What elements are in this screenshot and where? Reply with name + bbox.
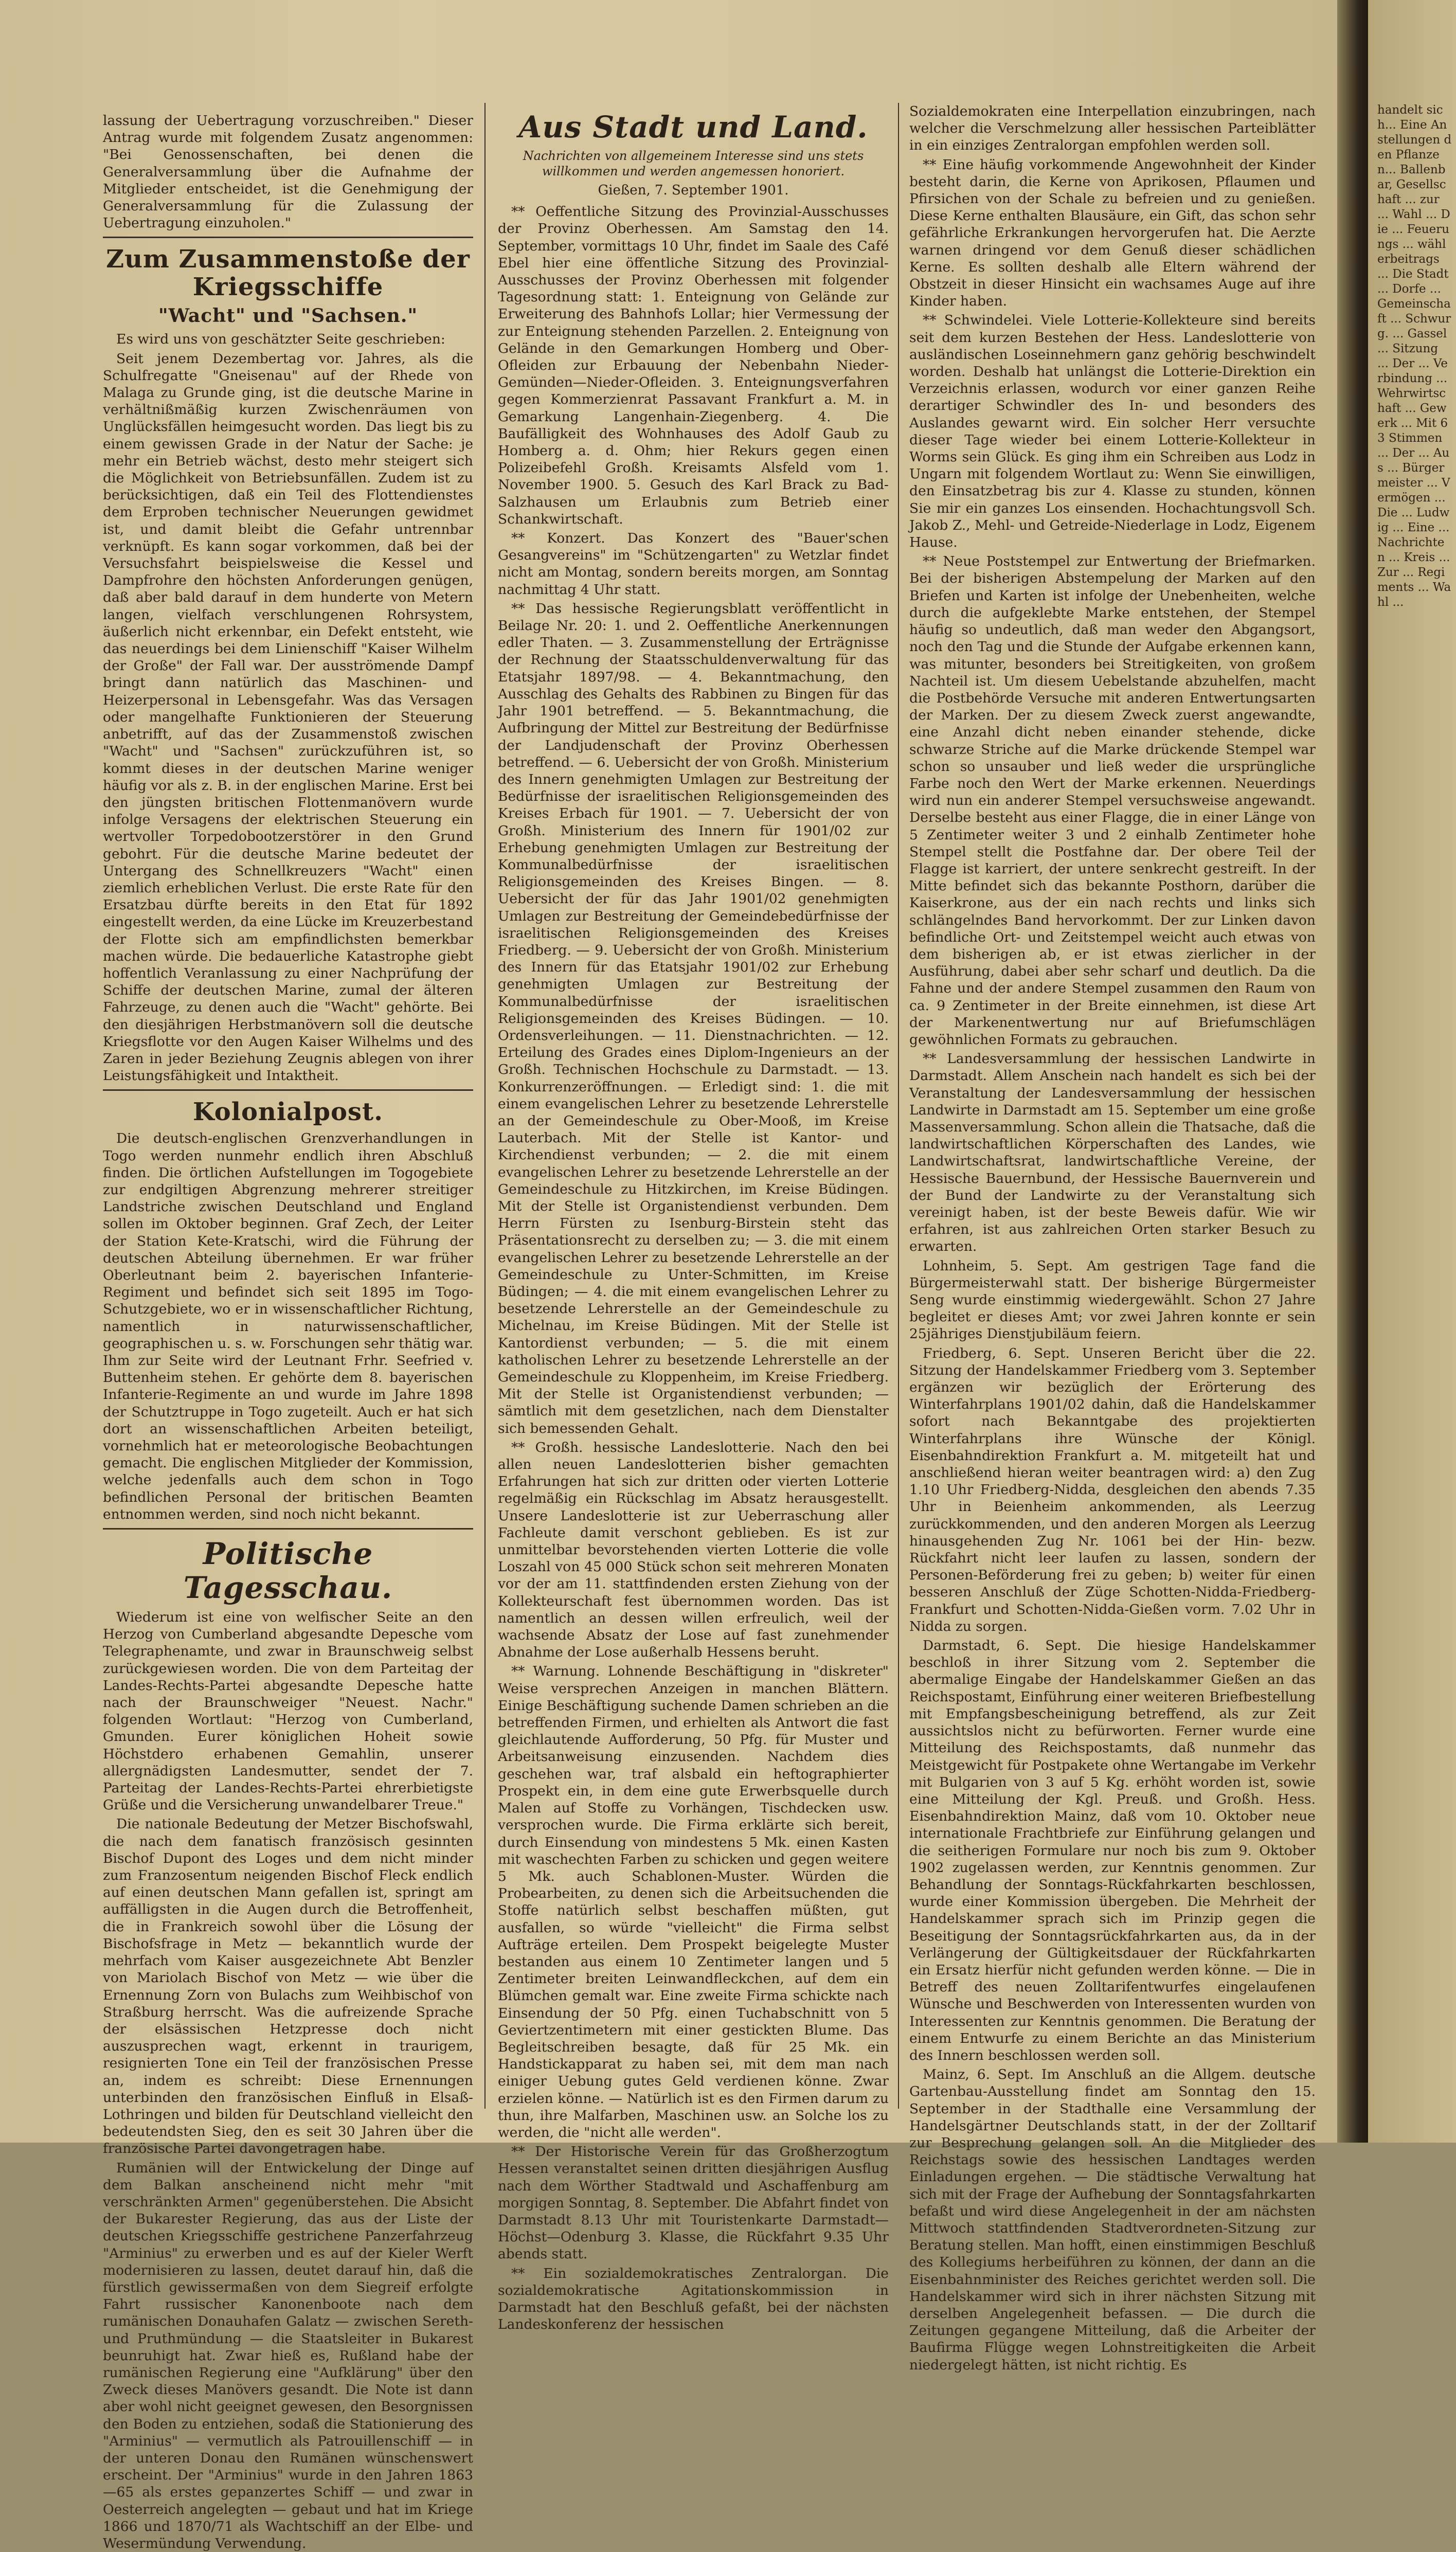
- headline-warships: Zum Zusammenstoße der Kriegsschiffe: [106, 245, 470, 302]
- divider: [103, 1089, 473, 1091]
- divider: [103, 237, 473, 238]
- adjacent-page-text: handelt sich... Eine Anstellungen den Pflanzen... Ballenbar, Gesellschaft ... zur ... Wahl ... Die ... Feuerungs ... wählerbeitrags ... Die Stadt ... Dorfe ... Gemeinschaft ... Schwurg. ... Gassel ... Sitzung ... Der ... Verbindung ... Wehrwirtschaft ... Gewerk ... Mit 63 Stimmen ... Der ... Aus ... Bürgermeister ... Vermögen ... Die ... Ludwig ... Eine ... Nachrichten ... Kreis ... Zur ... Regiments ... Wahl ...: [1377, 103, 1452, 609]
- column-rule: [484, 103, 486, 2109]
- paragraph: Die nationale Bedeutung der Metzer Bischofswahl, die nach dem fanatisch französisch gesinnten Bischof Dupont des Loges und dem nicht minder zum Franzosentum neigenden Bischof Fleck endlich auf einen deutschen Mann gefallen ist, springt am auffälligsten in die Augen durch die Betroffenheit, die in Frankreich sowohl über die Lösung der Bischofsfrage in Metz — bekanntlich wurde der mehrfach vom Kaiser ausgezeichnete Abt Benzler von Mariolach Bischof von Metz — wie über die Ernennung Zorn von Bulachs zum Weihbischof von Straßburg herrscht. Was die aufreizende Sprache der elsässischen Hetzpresse doch nicht auszusprechen wagt, erkennt in traurigem, resignierten Tone ein Teil der französischen Presse an, indem es schreibt: Diese Ernennungen unterbinden den französischen Einfluß in Elsaß-Lothringen und bilden für Deutschland vielleicht den bedeutendsten Sieg, den es seit 30 Jahren über die französische Partei davongetragen habe.: [103, 1816, 473, 2157]
- column-1: [103, 112, 473, 2551]
- paragraph: ** Eine häufig vorkommende Angewohnheit der Kinder besteht darin, die Kerne von Aprikosen, Pflaumen und Pfirsichen von der Schale zu befreien und zu genießen. Diese Kerne enthalten Blausäure, ein Gift, das schon sehr gefährliche Erkrankungen hervorgerufen hat. Die Aerzte warnen dringend vor dem Genuß dieser schädlichen Kerne. Es sollten deshalb alle Eltern während der Obstzeit in dieser Hinsicht ein wachsames Auge auf ihre Kinder haben.: [909, 156, 1316, 310]
- article-continuation: lassung der Uebertragung vorzuschreiben." Dieser Antrag wurde mit folgendem Zusatz angenommen: "Bei Genossenschaften, bei denen die Generalversammlung über die Aufnahme der Mitglieder entscheidet, ist die Genehmigung der Generalversammlung für die Zulassung der Uebertragung einzuholen.": [103, 113, 473, 231]
- paragraph: Es wird uns von geschätzter Seite geschrieben:: [116, 331, 445, 348]
- paragraph: Wiederum ist eine von welfischer Seite an den Herzog von Cumberland abgesandte Depesche vom Telegraphenamte, und zwar in Braunschweig selbst zurückgewiesen worden. Die von dem Parteitag der Landes-Rechts-Partei abgesandte Depesche hatte nach der Braunschweiger "Neuest. Nachr." folgenden Wortlaut: "Herzog von Cumberland, Gmunden. Eurer königlichen Hoheit sowie Höchstdero erhabenen Gemahlin, unserer allergnädigsten Landesmutter, sendet der 7. Parteitag der Landes-Rechts-Partei ehrerbietigste Grüße und die Versicherung unwandelbarer Treue.": [103, 1609, 473, 1813]
- paragraph: ** Das hessische Regierungsblatt veröffentlicht in Beilage Nr. 20: 1. und 2. Oeffentliche Anerkennungen edler Thaten. — 3. Zusammenstellung der Erträgnisse der Rechnung der Staatsschuldenverwaltung für das Etatsjahr 1897/98. — 4. Bekanntmachung, den Ausschlag des Gehalts des Rabbinen zu Bingen für das Jahr 1901 betreffend. — 5. Bekanntmachung, die Aufbringung der Mittel zur Bestreitung der Bedürfnisse der Landjudenschaft der Provinz Oberhessen betreffend. — 6. Uebersicht der von Großh. Ministerium des Innern genehmigten Umlagen zur Bestreitung der Bedürfnisse der israelitischen Religionsgemeinden des Kreises Erbach für 1901. — 7. Uebersicht der von Großh. Ministerium des Innern für 1901/02 zur Erhebung genehmigten Umlagen zur Bestreitung der Kommunalbedürfnisse der israelitischen Religionsgemeinden des Kreises Bingen. — 8. Uebersicht der für das Jahr 1901/02 genehmigten Umlagen zur Bestreitung der Gemeindebedürfnisse der israelitischen Religionsgemeinden des Kreises Friedberg. — 9. Uebersicht der von Großh. Ministerium des Innern für das Etatsjahr 1901/02 zur Erhebung genehmigten Umlagen zur Bestreitung der Kommunalbedürfnisse der israelitischen Religionsgemeinden des Kreises Büdingen. — 10. Ordensverleihungen. — 11. Dienstnachrichten. — 12. Erteilung des Grades eines Diplom-Ingenieurs an der Großh. Technischen Hochschule zu Darmstadt. — 13. Konkurrenzeröffnungen. — Erledigt sind: 1. die mit einem evangelischen Lehrer zu besetzende Lehrerstelle an der Gemeindeschule zu Ober-Mooß, im Kreise Lauterbach. Mit der Stelle ist Kantor- und Kirchendienst verbunden; — 2. die mit einem evangelischen Lehrer zu besetzende Lehrerstelle an der Gemeindeschule zu Hitzkirchen, im Kreise Büdingen. Mit der Stelle ist Organistendienst verbunden. Dem Herrn Fürsten zu Isenburg-Birstein steht das Präsentationsrecht zu derselben zu; — 3. die mit einem evangelischen Lehrer zu besetzende Lehrerstelle an der Gemeindeschule zu Unter-Schmitten, im Kreise Büdingen; — 4. die mit einem evangelischen Lehrer zu besetzende Lehrerstelle an der Gemeindeschule zu Michelnau, im Kreise Büdingen. Mit der Stelle ist Kantordienst verbunden; — 5. die mit einem katholischen Lehrer zu besetzende Lehrerstelle an der Gemeindeschule zu Kloppenheim, im Kreise Friedberg. Mit der Stelle ist Organistendienst verbunden; — sämtlich mit dem gesetzlichen, nach dem Dienstalter sich bemessenden Gehalt.: [498, 600, 889, 1436]
- paragraph: ** Ein sozialdemokratisches Zentralorgan. Die sozialdemokratische Agitationskommission in Darmstadt hat den Beschluß gefaßt, bei der nächsten Landeskonferenz der hessischen: [498, 2265, 889, 2333]
- paragraph: ** Großh. hessische Landeslotterie. Nach den bei allen neuen Landeslotterien bisher gemachten Erfahrungen hat sich zur dritten oder vierten Lotterie regelmäßig ein Rückschlag im Absatz herausgestellt. Unsere Landeslotterie ist zur Ueberraschung aller Fachleute damit verschont geblieben. Es ist zur unmittelbar bevorstehenden vierten Lotterie die volle Loszahl von 45 000 Stück schon seit mehreren Monaten vor der am 11. stattfindenden ersten Ziehung von der Kollekteurschaft fest übernommen worden. Das ist namentlich an dessen willen erfreulich, weil der wachsende Absatz der Lose auf fast zunehmender Abnahme der Lose außerhalb Hessens beruht.: [498, 1439, 889, 1661]
- paragraph: Friedberg, 6. Sept. Unseren Bericht über die 22. Sitzung der Handelskammer Friedberg vom 3. September ergänzen wir bezüglich der Erörterung des Winterfahrplans 1901/02 dahin, daß die Handelskammer sofort nach Bekanntgabe des projektierten Winterfahrplans ihre Wünsche der Königl. Eisenbahndirektion Frankfurt a. M. mitgeteilt hat und anschließend hieran weiter beantragen wird: a) den Zug 1.10 Uhr Friedberg-Nidda, desgleichen den abends 7.35 Uhr in Beienheim ankommenden, als Leerzug zurückkommenden, und den anderen Morgen als Leerzug hinausgehenden Zug Nr. 1061 bei der Hin- bezw. Rückfahrt nicht leer laufen zu lassen, sondern der Personen-Beförderung frei zu geben; b) weiter für einen besseren Anschluß der Züge Schotten-Nidda-Friedberg-Frankfurt und Schotten-Nidda-Gießen vorm. 7.02 Uhr in Nidda zu sorgen.: [909, 1345, 1316, 1634]
- paragraph: Darmstadt, 6. Sept. Die hiesige Handelskammer beschloß in ihrer Sitzung vom 2. September die abermalige Eingabe der Handelskammer Gießen an das Reichspostamt, Einführung einer weiteren Briefbestellung mit Empfangsbescheinigung betreffend, als zur Zeit aussichtslos nicht zu befürworten. Ferner wurde eine Mitteilung des Reichspostamts, daß nunmehr das Meistgewicht für Postpakete ohne Wertangabe im Verkehr mit Bulgarien von 3 auf 5 Kg. erhöht worden ist, sowie eine Mitteilung der Kgl. Preuß. und Großh. Hess. Eisenbahndirektion Mainz, daß vom 10. Oktober neue internationale Frachtbriefe zur Einführung gelangen und die seitherigen Formulare nur noch bis zum 9. Oktober 1902 zugelassen werden, zur Kenntnis genommen. Zur Behandlung der Sonntags-Rückfahrkarten beschlossen, wurde einer Kommission übergeben. Die Mehrheit der Handelskammer sprach sich im Prinzip gegen die Beseitigung der Sonntagsrückfahrkarten aus, da in der Verlängerung der Gültigkeitsdauer der Rückfahrkarten ein Ersatz hierfür nicht gefunden werden könne. — Die in Betreff des neuen Zolltarifentwurfes eingelaufenen Wünsche und Beschwerden von Interessenten wurden von Interessenten zur Kenntnis genommen. Die Beratung der einem Entwurfe zu einem Berichte an das Ministerium des Innern beschlossen werden soll.: [909, 1638, 1316, 2063]
- editorial-note: Nachrichten von allgemeinem Interesse sind uns stets willkommen und werden angemessen honoriert.: [523, 149, 864, 178]
- headline-politische-tagesschau: Politische Tagesschau.: [183, 1536, 393, 1606]
- column-rule: [898, 103, 899, 2109]
- paragraph: Sozialdemokraten eine Interpellation einzubringen, nach welcher die Verschmelzung aller hessischen Parteiblätter in ein einziges Zentralorgan empfohlen werden soll.: [909, 103, 1316, 154]
- dateline: Gießen, 7. September 1901.: [598, 183, 789, 198]
- headline-warships-sub: "Wacht" und "Sachsen.": [158, 305, 418, 327]
- paragraph: ** Der Historische Verein für das Großherzogtum Hessen veranstaltet seinen dritten diesjährigen Ausflug nach dem Wörther Stadtwald und Aschaffenburg am morgigen Sonntag, 8. September. Die Abfahrt findet von Darmstadt 8.13 Uhr mit Touristenkarte Darmstadt—Höchst—Odenburg 3. Klasse, die Rückfahrt 9.35 Uhr abends statt.: [498, 2144, 889, 2262]
- headline-kolonialpost: Kolonialpost.: [193, 1098, 383, 1127]
- divider: [103, 1528, 473, 1530]
- column-2: [498, 103, 889, 2333]
- paragraph: Mainz, 6. Sept. Im Anschluß an die Allgem. deutsche Gartenbau-Ausstellung findet am Sonntag den 15. September in der Stadthalle eine Versammlung der Handelsgärtner Deutschlands statt, in der der Zolltarif zur Besprechung gelangen soll. An die Mitglieder des Reichstags sowie des hessischen Landtages werden Einladungen ergehen. — Die städtische Verwaltung hat sich mit der Frage der Aufhebung der Sonntagsfahrkarten befaßt und wird diese Angelegenheit in der am nächsten Mittwoch stattfindenden Stadtverordneten-Sitzung zur Beratung stellen. Man hofft, einen einstimmigen Beschluß des Kollegiums herbeiführen zu können, der dann an die Eisenbahnminister des Reiches gerichtet werden soll. Die Handelskammer wird sich in ihrer nächsten Sitzung mit derselben Angelegenheit befassen. — Die durch die Zeitungen gegangene Mitteilung, daß die Arbeiter der Baufirma Flügge wegen Lohnstreitigkeiten die Arbeit niedergelegt hätten, ist nicht richtig. Es: [909, 2066, 1316, 2373]
- paragraph: Lohnheim, 5. Sept. Am gestrigen Tage fand die Bürgermeisterwahl statt. Der bisherige Bürgermeister Seng wurde einstimmig wiedergewählt. Schon 27 Jahre begleitet er dieses Amt; vor zwei Jahren konnte er sein 25jähriges Dienstjubiläum feiern.: [909, 1257, 1316, 1342]
- paragraph: ** Landesversammlung der hessischen Landwirte in Darmstadt. Allem Anschein nach handelt es sich bei der Veranstaltung der Landesversammlung der hessischen Landwirte in Darmstadt am 15. September um eine große Massenversammlung. Schon allein die Thatsache, daß die landwirtschaftlichen Körperschaften des Landes, wie Landwirtschaftsrat, landwirtschaftliche Vereine, der Hessische Bauernbund, der Hessische Bauernverein und der Bund der Landwirte zu der Veranstaltung sich vereinigt haben, ist der beste Beweis dafür. Wie wir erfahren, ist aus zahlreichen Orten starker Besuch zu erwarten.: [909, 1051, 1316, 1255]
- paragraph: Rumänien will der Entwickelung der Dinge auf dem Balkan anscheinend nicht mehr "mit verschränkten Armen" gegenüberstehen. Die Absicht der Bukarester Regierung, das aus der Liste der deutschen Kriegsschiffe gestrichene Panzerfahrzeug "Arminius" zu erwerben und es auf der Kieler Werft modernisieren zu lassen, deutet darauf hin, daß die fürstlich gewissermaßen von dem Siegreif erfolgte Fahrt russischer Kanonenboote nach dem rumänischen Donauhafen Galatz — zwischen Sereth- und Pruthmündung — die Staatsleiter in Bukarest beunruhigt hat. Zwar hieß es, Rußland habe der rumänischen Regierung eine "Aufklärung" über den Zweck dieses Manövers gesandt. Die Note ist dann aber wohl nicht geeignet gewesen, den Besorgnissen den Boden zu entziehen, sodaß die Stationierung des "Arminius" — vermutlich als Patrouillenschiff — in der unteren Donau den Rumänen wünschenswert erscheint. Der "Arminius" wurde in den Jahren 1863—65 als erstes gepanzertes Schiff — und zwar in Oesterreich angelegten — gebaut und hat im Kriege 1866 und 1870/71 als Wachtschiff an der Elbe- und Wesermündung Verwendung.: [103, 2160, 473, 2551]
- paragraph: Die deutsch-englischen Grenzverhandlungen in Togo werden nunmehr endlich ihren Abschluß finden. Die örtlichen Aufstellungen im Togogebiete zur endgiltigen Abgrenzung mehrerer streitiger Landstriche zwischen Deutschland und England sollen im Oktober beginnen. Graf Zech, der Leiter der Station Kete-Kratschi, wird die Führung der deutschen Abteilung übernehmen. Er war früher Oberleutnant beim 2. bayerischen Infanterie-Regiment und befindet sich seit 1895 im Togo-Schutzgebiete, wo er in wissenschaftlicher Richtung, namentlich in naturwissenschaftlicher, geographischen u. s. w. Forschungen sehr thätig war. Ihm zur Seite wird der Leutnant Frhr. Seefried v. Buttenheim stehen. Er gehörte dem 8. bayerischen Infanterie-Regimente an und wurde im Jahre 1898 der Schutztruppe in Togo zugeteilt. Auch er hat sich dort an wissenschaftlichen Arbeiten beteiligt, vornehmlich hat er meteorologische Beobachtungen gemacht. Die englischen Mitglieder der Kommission, welche jedenfalls auch dem schon in Togo befindlichen Personal der britischen Beamten entnommen werden, sind noch nicht bekannt.: [103, 1130, 473, 1522]
- column-3: [909, 103, 1316, 2373]
- paragraph: Seit jenem Dezembertag vor. Jahres, als die Schulfregatte "Gneisenau" auf der Rhede von Malaga zu Grunde ging, ist die deutsche Marine in verhältnißmäßig kurzen Zwischenräumen von Unglücksfällen heimgesucht worden. Das liegt bis zu einem gewissen Grade in der Natur der Sache: je mehr ein Betrieb wächst, desto mehr steigert sich die Möglichkeit von Betriebsunfällen. Zudem ist zu berücksichtigen, daß ein Teil des Flottendienstes dem Erproben technischer Neuerungen gewidmet ist, und damit bleibt die Gefahr untrennbar verknüpft. Es kann sogar vorkommen, daß bei der Versuchsfahrt beispielsweise die Kessel und Dampfrohre den höchsten Anforderungen genügen, daß aber bald darauf in dem hunderte von Metern langen, vielfach verschlungenen Rohrsystem, äußerlich nicht erkennbar, ein Defekt entsteht, wie das neuerdings bei dem Linienschiff "Kaiser Wilhelm der Große" der Fall war. Der ausströmende Dampf bringt dann natürlich das Maschinen- und Heizerpersonal in Lebensgefahr. Was das Versagen oder mangelhafte Funktionieren der Steuerung anbetrifft, auf das der Zusammenstoß zwischen "Wacht" und "Sachsen" zurückzuführen ist, so kommt dieses in der deutschen Marine weniger häufig vor als z. B. in der englischen Marine. Erst bei den jüngsten britischen Flottenmanövern wurde infolge Versagens der elektrischen Steuerung ein wertvoller Torpedobootzerstörer in den Grund gebohrt. Für die deutsche Marine bedeutet der Untergang des Schnellkreuzers "Wacht" einen ziemlich erheblichen Verlust. Die erste Rate für den Ersatzbau dürfte bereits in den Etat für 1892 eingestellt werden, da eine Lücke im Kreuzerbestand der Flotte sich am empfindlichsten bemerkbar machen würde. Die bedauerliche Katastrophe giebt hoffentlich Veranlassung zu einer Nachprüfung der Schiffe der deutschen Marine, zumal der älteren Fahrzeuge, zu denen auch die "Wacht" gehörte. Bei den diesjährigen Herbstmanövern soll die deutsche Kriegsflotte vor den Augen Kaiser Wilhelms und des Zaren in jeder Beziehung Zeugnis ablegen von ihrer Leistungsfähigkeit und Intaktheit.: [103, 350, 473, 1084]
- paragraph: ** Warnung. Lohnende Beschäftigung in "diskreter" Weise versprechen Anzeigen in manchen Blättern. Einige Beschäftigung suchende Damen schrieben an die betreffenden Firmen, und erhielten als Antwort die fast gleichlautende Aufforderung, 50 Pfg. für Muster und Arbeitsanweisung einzusenden. Nachdem dies geschehen war, traf alsbald ein heftographierter Prospekt ein, in dem eine gute Erwerbsquelle durch Malen auf Stoffe zu Vorhängen, Tischdecken usw. versprochen wurde. Die Firma erklärte sich bereit, durch Einsendung von mindestens 5 Mk. einen Kasten mit waschechten Farben zu schicken und gegen weitere 5 Mk. auch Schablonen-Muster. Würden die Probearbeiten, zu denen sich die Arbeitsuchenden die Stoffe natürlich selbst beschaffen müßten, gut ausfallen, so würde "vielleicht" die Firma selbst Aufträge erteilen. Dem Prospekt beigelegte Muster bestanden aus einem 10 Zentimeter langen und 5 Zentimeter breiten Leinwandfleckchen, auf dem ein Blümchen gemalt war. Eine zweite Firma schickte nach Einsendung der 50 Pfg. einen Tuchabschnitt von 5 Geviertzentimetern mit einer gestickten Blume. Das Begleitschreiben besagte, daß für 25 Mk. ein Handstickapparat zu haben sei, mit dem man nach einiger Uebung gutes Geld verdienen könne. Zwar erzielen könne. — Natürlich ist es den Firmen darum zu thun, ihre Malfarben, Maschinen usw. an Solche los zu werden, die "nicht alle werden".: [498, 1663, 889, 2141]
- headline-aus-stadt-und-land: Aus Stadt und Land.: [518, 110, 868, 145]
- paragraph: ** Schwindelei. Viele Lotterie-Kollekteure sind bereits seit dem kurzen Bestehen der Hess. Landeslotterie von ausländischen Loseinnehmern ganz gehörig beschwindelt worden. Deshalb hat unlängst die Lotterie-Direktion ein Verzeichnis erlassen, wodurch vor einer ganzen Reihe derartiger Schwindler des In- und besonders des Auslandes gewarnt wird. Ein solcher Herr versuchte dieser Tage wieder bei einem Lotterie-Kollekteur in Worms sein Glück. Es ging ihm ein Schreiben aus Lodz in Ungarn mit folgendem Wortlaut zu: Wenn Sie einwilligen, den Einsatzbetrag bis zur 4. Klasse zu stunden, können Sie mir ein ganzes Los einsenden. Hochachtungsvoll Sch. Jakob Z., Mehl- und Getreide-Niederlage in Lodz, Eigenem Hause.: [909, 312, 1316, 551]
- paragraph: ** Konzert. Das Konzert des "Bauer'schen Gesangvereins" im "Schützengarten" zu Wetzlar findet nicht am Montag, sondern bereits morgen, am Sonntag nachmittag 4 Uhr statt.: [498, 530, 889, 598]
- paragraph: ** Oeffentliche Sitzung des Provinzial-Ausschusses der Provinz Oberhessen. Am Samstag den 14. September, vormittags 10 Uhr, findet im Saale des Café Ebel hier eine öffentliche Sitzung des Provinzial-Ausschusses der Provinz Oberhessen mit folgender Tagesordnung statt: 1. Enteignung von Gelände zur Erweiterung des Bahnhofs Lollar; hier Vermessung der zur Enteignung stehenden Parzellen. 2. Enteignung von Gelände in den Gemarkungen Homberg und Ober-Ofleiden zur Erbauung der Nebenbahn Nieder-Gemünden—Nieder-Ofleiden. 3. Enteignungsverfahren gegen Kommerzienrat Passavant Frankfurt a. M. in Gemarkung Langenhain-Ziegenberg. 4. Die Baufälligkeit des Wohnhauses des Adolf Gaub zu Homberg a. d. Ohm; hier Rekurs gegen einen Polizeibefehl Großh. Kreisamts Alsfeld vom 1. November 1900. 5. Gesuch des Karl Brack zu Bad-Salzhausen um Erlaubnis zum Betrieb einer Schankwirtschaft.: [498, 204, 889, 527]
- adjacent-page-fragment: [1368, 0, 1456, 2143]
- paragraph: ** Neue Poststempel zur Entwertung der Briefmarken. Bei der bisherigen Abstempelung der Marken auf den Briefen und Karten ist infolge der Unebenheiten, welche durch die aufgeklebte Marke entstehen, der Stempel häufig so undeutlich, daß man weder den Abgangsort, noch den Tag und die Stunde der Aufgabe erkennen kann, was mitunter, besonders bei Streitigkeiten, von großem Nachteil ist. Um diesem Uebelstande abzuhelfen, macht die Postbehörde Versuche mit anderen Entwertungsarten der Marken. Der zu diesem Zweck zuerst angewandte, eine Anzahl dicht neben einander stehende, dicke schwarze Striche auf die Marke drückende Stempel war schon so unsauber und ließ weder die ursprüngliche Farbe noch den Wert der Marke erkennen. Neuerdings wird nun ein anderer Stempel versuchsweise angewandt. Derselbe besteht aus einer Flagge, die in einer Länge von 5 Zentimeter weiter 3 und 2 einhalb Zentimeter hohe Stempel stellt die Postfahne dar. Der obere Teil der Flagge ist karriert, der untere senkrecht gestreift. In der Mitte befindet sich das bekannte Posthorn, darüber die Kaiserkrone, aus der ein nach rechts und links sich schlängelndes Band hervorkommt. Der zur Linken davon befindliche Ort- und Zeitstempel weicht auch etwas von dem bisherigen ab, er ist etwas zierlicher in der Ausführung, dabei aber sehr scharf und deutlich. Da die Fahne und der andere Stempel zusammen den Raum von ca. 9 Zentimeter in der Breite einnehmen, ist diese Art der Markenentwertung nur auf Briefumschlägen gewöhnlichen Formats zu gebrauchen.: [909, 553, 1316, 1048]
